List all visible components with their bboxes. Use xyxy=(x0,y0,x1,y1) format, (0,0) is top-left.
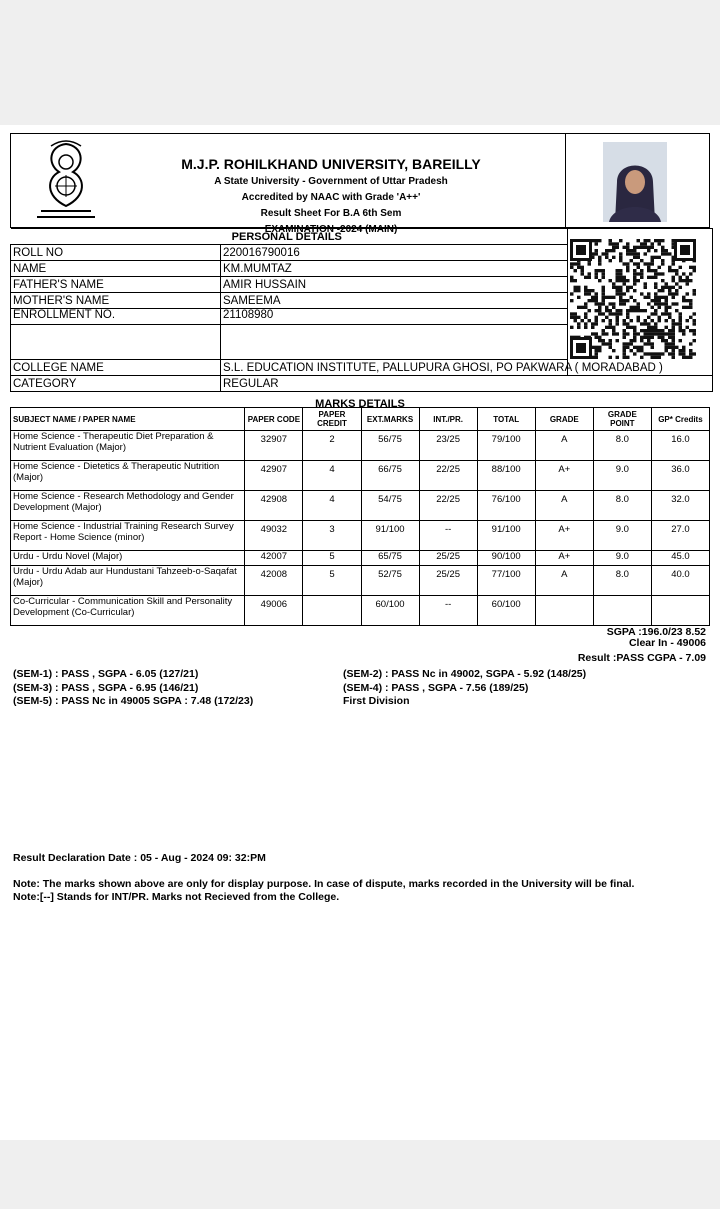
personal-details-heading: PERSONAL DETAILS xyxy=(221,229,568,245)
grade: A xyxy=(535,491,593,521)
photo-frame xyxy=(565,134,709,227)
division: First Division xyxy=(343,695,410,707)
header-line: A State University - Government of Uttar Pradesh xyxy=(214,176,448,187)
marks-table xyxy=(10,407,710,626)
subject-name: Urdu - Urdu Adab aur Hundustani Tahzeeb-o-Saqafat (Major) xyxy=(11,566,245,596)
int-marks: -- xyxy=(419,596,477,626)
table-row xyxy=(11,491,710,521)
paper-credit: 4 xyxy=(303,461,361,491)
col-ext: EXT.MARKS xyxy=(361,408,419,431)
gp-credits xyxy=(651,596,709,626)
category-label: CATEGORY xyxy=(11,376,221,392)
grade-point: 8.0 xyxy=(593,566,651,596)
col-code: PAPER CODE xyxy=(245,408,303,431)
paper-code: 42908 xyxy=(245,491,303,521)
grade: A+ xyxy=(535,461,593,491)
exam-line: EXAMINATION -2024 (MAIN) xyxy=(264,224,398,235)
marks-details-heading: MARKS DETAILS xyxy=(315,398,405,410)
table-row xyxy=(11,461,710,491)
int-marks: 25/25 xyxy=(419,566,477,596)
paper-code: 49006 xyxy=(245,596,303,626)
grade-point: 8.0 xyxy=(593,431,651,461)
subject-name: Urdu - Urdu Novel (Major) xyxy=(11,551,245,566)
grade: A+ xyxy=(535,521,593,551)
paper-code: 42007 xyxy=(245,551,303,566)
grade-point: 9.0 xyxy=(593,551,651,566)
col-int: INT./PR. xyxy=(419,408,477,431)
table-row xyxy=(11,566,710,596)
table-row xyxy=(11,521,710,551)
paper-credit: 3 xyxy=(303,521,361,551)
gp-credits: 32.0 xyxy=(651,491,709,521)
gp-credits: 27.0 xyxy=(651,521,709,551)
int-marks: 23/25 xyxy=(419,431,477,461)
int-marks: 22/25 xyxy=(419,461,477,491)
sem-result: (SEM-1) : PASS , SGPA - 6.05 (127/21) xyxy=(13,668,199,680)
enrollment-label: ENROLLMENT NO. xyxy=(11,309,221,325)
father-name-value: AMIR HUSSAIN xyxy=(221,277,568,293)
grade: A xyxy=(535,431,593,461)
int-marks: -- xyxy=(419,521,477,551)
result-sheet xyxy=(0,125,720,1140)
ext-marks: 60/100 xyxy=(361,596,419,626)
semester-results-right xyxy=(343,668,586,709)
sem-result: (SEM-5) : PASS Nc in 49005 SGPA : 7.48 (172/23) xyxy=(13,695,254,707)
int-marks: 22/25 xyxy=(419,491,477,521)
table-row xyxy=(11,551,710,566)
grade-point: 8.0 xyxy=(593,491,651,521)
sem-result: (SEM-2) : PASS Nc in 49002, SGPA - 5.92 (148/25) xyxy=(343,668,587,680)
paper-credit: 5 xyxy=(303,551,361,566)
paper-credit xyxy=(303,596,361,626)
table-row xyxy=(11,596,710,626)
grade-point xyxy=(593,596,651,626)
grade: A+ xyxy=(535,551,593,566)
ext-marks: 56/75 xyxy=(361,431,419,461)
name-label: NAME xyxy=(11,261,221,277)
note-display: Note: The marks shown above are only for display purpose. In case of dispute, marks recorded in the University will be final. xyxy=(13,878,635,890)
sgpa-summary: SGPA :196.0/23 8.52 xyxy=(606,626,706,638)
total-marks: 60/100 xyxy=(477,596,535,626)
gp-credits: 16.0 xyxy=(651,431,709,461)
ext-marks: 52/75 xyxy=(361,566,419,596)
roll-no-label: ROLL NO xyxy=(11,245,221,261)
subject-name: Home Science - Dietetics & Therapeutic Nutrition (Major) xyxy=(11,461,245,491)
student-photo xyxy=(603,142,667,222)
int-marks: 25/25 xyxy=(419,551,477,566)
sem-result: (SEM-4) : PASS , SGPA - 7.56 (189/25) xyxy=(343,681,529,694)
col-grade: GRADE xyxy=(535,408,593,431)
ext-marks: 54/75 xyxy=(361,491,419,521)
col-subject: SUBJECT NAME / PAPER NAME xyxy=(11,408,245,431)
subject-name: Co-Curricular - Communication Skill and Personality Development (Co-Curricular) xyxy=(11,596,245,626)
total-marks: 76/100 xyxy=(477,491,535,521)
total-marks: 91/100 xyxy=(477,521,535,551)
gp-credits: 45.0 xyxy=(651,551,709,566)
semester-results-left xyxy=(13,668,253,709)
paper-code: 42907 xyxy=(245,461,303,491)
result-cgpa: Result :PASS CGPA - 7.09 xyxy=(577,652,706,664)
father-name-label: FATHER'S NAME xyxy=(11,277,221,293)
university-name: M.J.P. ROHILKHAND UNIVERSITY, BAREILLY xyxy=(181,156,481,172)
col-credit: PAPER CREDIT xyxy=(303,408,361,431)
col-grade-point: GRADE POINT xyxy=(593,408,651,431)
subject-name: Home Science - Research Methodology and Gender Development (Major) xyxy=(11,491,245,521)
mother-name-value: SAMEEMA xyxy=(221,293,568,309)
paper-code: 49032 xyxy=(245,521,303,551)
gp-credits: 36.0 xyxy=(651,461,709,491)
grade xyxy=(535,596,593,626)
header-line: Result Sheet For B.A 6th Sem xyxy=(260,208,402,219)
total-marks: 79/100 xyxy=(477,431,535,461)
ext-marks: 66/75 xyxy=(361,461,419,491)
paper-code: 32907 xyxy=(245,431,303,461)
header-line: Accredited by NAAC with Grade 'A++' xyxy=(241,192,421,203)
sem-result: (SEM-3) : PASS , SGPA - 6.95 (146/21) xyxy=(13,681,199,694)
qr-code xyxy=(570,239,696,359)
col-total: TOTAL xyxy=(477,408,535,431)
roll-no-value: 220016790016 xyxy=(221,245,568,261)
declaration-date: Result Declaration Date : 05 - Aug - 2024 09: 32:PM xyxy=(13,852,266,864)
total-marks: 88/100 xyxy=(477,461,535,491)
grade-point: 9.0 xyxy=(593,521,651,551)
subject-name: Home Science - Therapeutic Diet Preparation & Nutrient Evaluation (Major) xyxy=(11,431,245,461)
marks-header-row xyxy=(11,408,710,431)
ext-marks: 91/100 xyxy=(361,521,419,551)
table-row xyxy=(11,431,710,461)
col-gp-credits: GP* Credits xyxy=(651,408,709,431)
grade-point: 9.0 xyxy=(593,461,651,491)
clear-in: Clear In - 49006 xyxy=(628,637,706,649)
college-label: COLLEGE NAME xyxy=(11,360,221,376)
note-int-pr: Note:[--] Stands for INT/PR. Marks not Recieved from the College. xyxy=(13,891,340,903)
gp-credits: 40.0 xyxy=(651,566,709,596)
name-value: KM.MUMTAZ xyxy=(221,261,568,277)
college-value: S.L. EDUCATION INSTITUTE, PALLUPURA GHOSI, PO PAKWARA ( MORADABAD ) xyxy=(221,360,713,376)
ext-marks: 65/75 xyxy=(361,551,419,566)
paper-credit: 4 xyxy=(303,491,361,521)
enrollment-value: 21108980 xyxy=(221,309,568,325)
category-value: REGULAR xyxy=(221,376,713,392)
paper-credit: 2 xyxy=(303,431,361,461)
mother-name-label: MOTHER'S NAME xyxy=(11,293,221,309)
header-box xyxy=(10,133,710,235)
grade: A xyxy=(535,566,593,596)
subject-name: Home Science - Industrial Training Research Survey Report - Home Science (minor) xyxy=(11,521,245,551)
paper-code: 42008 xyxy=(245,566,303,596)
paper-credit: 5 xyxy=(303,566,361,596)
total-marks: 77/100 xyxy=(477,566,535,596)
total-marks: 90/100 xyxy=(477,551,535,566)
